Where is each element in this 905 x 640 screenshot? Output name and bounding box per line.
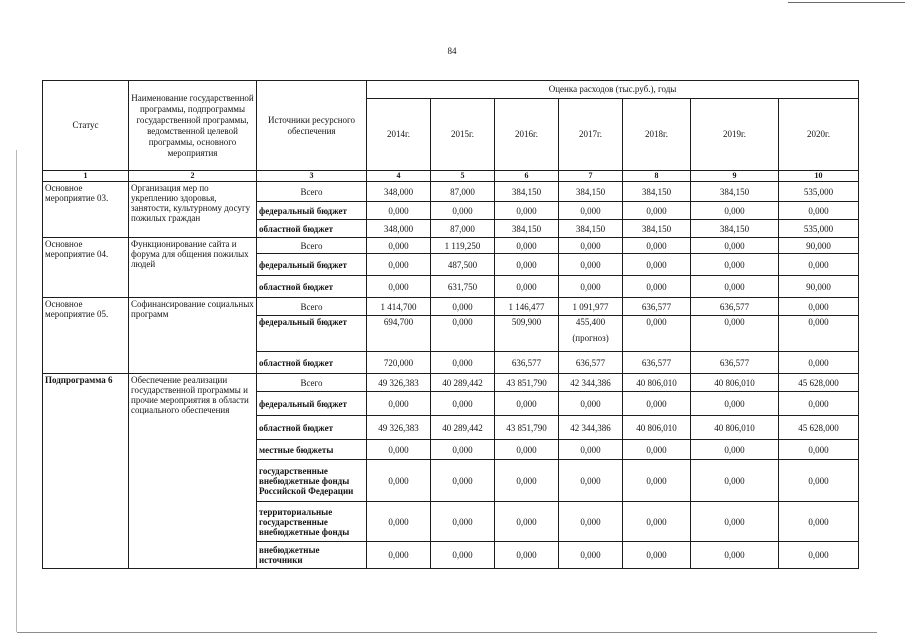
table-body bbox=[43, 182, 859, 569]
value-amount: 0,000 bbox=[808, 516, 829, 527]
value-amount: 0,000 bbox=[646, 444, 667, 455]
funding-source-cell: Всего bbox=[257, 374, 367, 392]
value-amount: 1 146,477 bbox=[508, 301, 545, 312]
value-amount: 0,000 bbox=[452, 357, 473, 368]
value-cell bbox=[623, 502, 691, 542]
column-number: 7 bbox=[559, 171, 623, 182]
header-year: 2015г. bbox=[431, 99, 495, 171]
value-amount: 43 851,790 bbox=[506, 422, 547, 433]
value-cell bbox=[495, 374, 559, 392]
value-amount: 0,000 bbox=[724, 317, 745, 327]
value-amount: 0,000 bbox=[452, 205, 473, 216]
value-cell bbox=[367, 238, 431, 254]
value-cell bbox=[559, 316, 623, 352]
value-cell bbox=[495, 416, 559, 440]
value-cell bbox=[367, 416, 431, 440]
value-cell bbox=[779, 542, 859, 569]
column-number: 10 bbox=[779, 171, 859, 182]
value-cell bbox=[691, 374, 779, 392]
value-cell bbox=[691, 220, 779, 238]
value-cell bbox=[623, 316, 691, 352]
value-amount: 0,000 bbox=[808, 205, 829, 216]
value-amount: 636,577 bbox=[641, 357, 672, 368]
value-amount: 636,577 bbox=[575, 357, 606, 368]
value-amount: 694,700 bbox=[383, 317, 414, 327]
value-cell bbox=[495, 202, 559, 220]
value-cell bbox=[495, 254, 559, 276]
value-amount: 0,000 bbox=[388, 281, 409, 292]
value-cell bbox=[495, 238, 559, 254]
value-amount: 0,000 bbox=[646, 205, 667, 216]
value-cell bbox=[691, 542, 779, 569]
table-row bbox=[43, 298, 859, 316]
status-cell: Подпрограмма 6 bbox=[43, 374, 129, 569]
value-amount: 636,577 bbox=[511, 357, 542, 368]
value-amount: 0,000 bbox=[516, 550, 537, 560]
value-amount: 631,750 bbox=[447, 281, 478, 292]
funding-source-cell: Всего bbox=[257, 182, 367, 202]
value-amount: 40 289,442 bbox=[442, 377, 483, 388]
header-year: 2017г. bbox=[559, 99, 623, 171]
value-cell bbox=[431, 460, 495, 502]
value-amount: 348,000 bbox=[383, 186, 414, 197]
value-amount: 0,000 bbox=[388, 398, 409, 409]
value-amount: 0,000 bbox=[724, 444, 745, 455]
value-note: (прогноз) bbox=[572, 333, 609, 343]
funding-source-cell: областной бюджет bbox=[257, 276, 367, 298]
value-cell bbox=[367, 392, 431, 416]
value-amount: 40 806,010 bbox=[714, 422, 755, 433]
value-amount: 0,000 bbox=[388, 516, 409, 527]
value-amount: 0,000 bbox=[580, 475, 601, 486]
value-amount: 90,000 bbox=[806, 281, 831, 292]
value-amount: 0,000 bbox=[580, 240, 601, 251]
value-cell bbox=[559, 352, 623, 374]
value-cell bbox=[431, 416, 495, 440]
value-amount: 0,000 bbox=[646, 516, 667, 527]
value-amount: 1 119,250 bbox=[444, 240, 481, 251]
value-cell bbox=[779, 316, 859, 352]
value-amount: 0,000 bbox=[808, 550, 829, 560]
header-status: Статус bbox=[43, 81, 129, 171]
value-cell bbox=[495, 460, 559, 502]
value-amount: 0,000 bbox=[724, 240, 745, 251]
value-cell bbox=[623, 220, 691, 238]
value-amount: 0,000 bbox=[516, 444, 537, 455]
value-amount: 384,150 bbox=[575, 186, 606, 197]
funding-source-cell: областной бюджет bbox=[257, 416, 367, 440]
value-amount: 0,000 bbox=[452, 550, 473, 560]
value-amount: 720,000 bbox=[383, 357, 414, 368]
value-cell bbox=[367, 460, 431, 502]
budget-table bbox=[42, 80, 859, 569]
value-cell bbox=[367, 254, 431, 276]
value-cell bbox=[779, 352, 859, 374]
value-amount: 384,150 bbox=[641, 223, 672, 234]
value-amount: 0,000 bbox=[580, 259, 601, 270]
value-cell bbox=[779, 238, 859, 254]
value-amount: 535,000 bbox=[803, 186, 834, 197]
value-cell bbox=[367, 316, 431, 352]
program-name-cell: Обеспечение реализации государственной программы и прочие мероприятия в области социального обеспечения bbox=[129, 374, 257, 569]
scan-edge-line bbox=[16, 150, 17, 632]
value-cell bbox=[431, 542, 495, 569]
column-number: 5 bbox=[431, 171, 495, 182]
value-amount: 535,000 bbox=[803, 223, 834, 234]
column-number: 6 bbox=[495, 171, 559, 182]
value-cell bbox=[367, 374, 431, 392]
value-amount: 0,000 bbox=[808, 259, 829, 270]
value-cell bbox=[367, 542, 431, 569]
value-cell bbox=[495, 276, 559, 298]
value-amount: 0,000 bbox=[388, 475, 409, 486]
value-cell bbox=[431, 440, 495, 460]
value-amount: 49 326,383 bbox=[378, 422, 419, 433]
funding-source-cell: областной бюджет bbox=[257, 352, 367, 374]
value-cell bbox=[431, 220, 495, 238]
value-cell bbox=[691, 202, 779, 220]
value-amount: 40 806,010 bbox=[714, 377, 755, 388]
value-cell bbox=[691, 502, 779, 542]
funding-source-cell: государственные внебюджетные фонды Российской Федерации bbox=[257, 460, 367, 502]
value-cell bbox=[559, 392, 623, 416]
value-cell bbox=[691, 460, 779, 502]
value-amount: 87,000 bbox=[450, 223, 475, 234]
value-cell bbox=[495, 542, 559, 569]
value-amount: 0,000 bbox=[646, 240, 667, 251]
value-amount: 0,000 bbox=[580, 444, 601, 455]
value-amount: 0,000 bbox=[646, 550, 667, 560]
value-cell bbox=[779, 298, 859, 316]
header-program-name: Наименование государственной программы, подпрограммы государственной программы, ведомственной целевой программы, основного мероприятия bbox=[129, 81, 257, 171]
value-cell bbox=[367, 352, 431, 374]
value-cell bbox=[431, 238, 495, 254]
value-cell bbox=[431, 392, 495, 416]
value-cell bbox=[779, 202, 859, 220]
funding-source-cell: внебюджетные источники bbox=[257, 542, 367, 569]
value-cell bbox=[495, 352, 559, 374]
column-number: 1 bbox=[43, 171, 129, 182]
value-amount: 0,000 bbox=[808, 317, 829, 327]
value-cell bbox=[623, 298, 691, 316]
column-number: 3 bbox=[257, 171, 367, 182]
value-amount: 1 414,700 bbox=[380, 301, 417, 312]
value-cell bbox=[691, 392, 779, 416]
value-amount: 0,000 bbox=[580, 281, 601, 292]
value-cell bbox=[367, 298, 431, 316]
value-amount: 636,577 bbox=[719, 301, 750, 312]
value-amount: 0,000 bbox=[646, 475, 667, 486]
value-amount: 0,000 bbox=[808, 357, 829, 368]
funding-source-cell: федеральный бюджет bbox=[257, 202, 367, 220]
value-amount: 384,150 bbox=[641, 186, 672, 197]
value-amount: 0,000 bbox=[724, 281, 745, 292]
value-amount: 487,500 bbox=[447, 259, 478, 270]
value-cell bbox=[559, 220, 623, 238]
value-amount: 384,150 bbox=[511, 223, 542, 234]
header-sources: Источники ресурсного обеспечения bbox=[257, 81, 367, 171]
value-cell bbox=[559, 276, 623, 298]
funding-source-cell: областной бюджет bbox=[257, 220, 367, 238]
table-header bbox=[43, 81, 859, 182]
column-number: 8 bbox=[623, 171, 691, 182]
page-number: 84 bbox=[447, 46, 457, 56]
value-amount: 384,150 bbox=[719, 186, 750, 197]
column-number: 9 bbox=[691, 171, 779, 182]
value-amount: 42 344,386 bbox=[570, 377, 611, 388]
value-cell bbox=[559, 440, 623, 460]
column-number: 2 bbox=[129, 171, 257, 182]
scan-edge-line bbox=[788, 2, 905, 3]
funding-source-cell: федеральный бюджет bbox=[257, 316, 367, 352]
column-number: 4 bbox=[367, 171, 431, 182]
value-amount: 0,000 bbox=[516, 281, 537, 292]
funding-source-cell: Всего bbox=[257, 298, 367, 316]
value-amount: 0,000 bbox=[516, 259, 537, 270]
value-cell bbox=[431, 502, 495, 542]
program-name-cell: Софинансирование социальных программ bbox=[129, 298, 257, 374]
value-amount: 0,000 bbox=[646, 281, 667, 292]
value-cell bbox=[559, 182, 623, 202]
value-amount: 0,000 bbox=[580, 205, 601, 216]
value-cell bbox=[691, 352, 779, 374]
value-amount: 0,000 bbox=[808, 444, 829, 455]
value-cell bbox=[559, 374, 623, 392]
value-cell bbox=[431, 276, 495, 298]
value-amount: 45 628,000 bbox=[798, 422, 839, 433]
header-year: 2019г. bbox=[691, 99, 779, 171]
value-amount: 42 344,386 bbox=[570, 422, 611, 433]
value-amount: 40 806,010 bbox=[636, 422, 677, 433]
value-cell bbox=[623, 416, 691, 440]
value-amount: 0,000 bbox=[452, 301, 473, 312]
funding-source-cell: территориальные государственные внебюджетные фонды bbox=[257, 502, 367, 542]
value-amount: 0,000 bbox=[580, 550, 601, 560]
value-amount: 0,000 bbox=[724, 398, 745, 409]
value-cell bbox=[779, 416, 859, 440]
value-amount: 0,000 bbox=[452, 516, 473, 527]
value-cell bbox=[495, 182, 559, 202]
value-cell bbox=[779, 182, 859, 202]
value-amount: 0,000 bbox=[452, 475, 473, 486]
value-cell bbox=[559, 254, 623, 276]
value-amount: 0,000 bbox=[388, 205, 409, 216]
value-cell bbox=[623, 254, 691, 276]
status-cell: Основное мероприятие 04. bbox=[43, 238, 129, 298]
value-amount: 0,000 bbox=[388, 259, 409, 270]
value-amount: 0,000 bbox=[452, 317, 473, 327]
value-cell bbox=[367, 276, 431, 298]
value-amount: 0,000 bbox=[808, 475, 829, 486]
value-cell bbox=[367, 502, 431, 542]
value-amount: 348,000 bbox=[383, 223, 414, 234]
value-cell bbox=[779, 220, 859, 238]
value-cell bbox=[623, 542, 691, 569]
value-amount: 0,000 bbox=[388, 550, 409, 560]
table-row bbox=[43, 182, 859, 202]
value-amount: 384,150 bbox=[719, 223, 750, 234]
header-year: 2014г. bbox=[367, 99, 431, 171]
value-cell bbox=[495, 502, 559, 542]
value-amount: 49 326,383 bbox=[378, 377, 419, 388]
value-cell bbox=[623, 460, 691, 502]
funding-source-cell: Всего bbox=[257, 238, 367, 254]
value-amount: 636,577 bbox=[641, 301, 672, 312]
status-cell: Основное мероприятие 03. bbox=[43, 182, 129, 238]
value-amount: 384,150 bbox=[511, 186, 542, 197]
value-amount: 0,000 bbox=[452, 444, 473, 455]
value-cell bbox=[495, 220, 559, 238]
header-row bbox=[43, 81, 859, 99]
value-amount: 0,000 bbox=[580, 398, 601, 409]
value-cell bbox=[431, 202, 495, 220]
value-cell bbox=[559, 238, 623, 254]
table-row bbox=[43, 238, 859, 254]
header-expense-estimate: Оценка расходов (тыс.руб.), годы bbox=[367, 81, 859, 99]
value-cell bbox=[623, 182, 691, 202]
value-amount: 0,000 bbox=[452, 398, 473, 409]
value-amount: 0,000 bbox=[808, 301, 829, 312]
funding-source-cell: местные бюджеты bbox=[257, 440, 367, 460]
value-cell bbox=[559, 542, 623, 569]
funding-source-cell: федеральный бюджет bbox=[257, 392, 367, 416]
value-cell bbox=[495, 392, 559, 416]
value-cell bbox=[623, 202, 691, 220]
value-cell bbox=[691, 182, 779, 202]
value-cell bbox=[779, 374, 859, 392]
value-cell bbox=[623, 276, 691, 298]
value-amount: 90,000 bbox=[806, 240, 831, 251]
header-year: 2018г. bbox=[623, 99, 691, 171]
value-cell bbox=[367, 440, 431, 460]
value-cell bbox=[431, 182, 495, 202]
value-cell bbox=[367, 220, 431, 238]
value-amount: 509,900 bbox=[511, 317, 542, 327]
value-cell bbox=[431, 254, 495, 276]
program-name-cell: Функционирование сайта и форума для общения пожилых людей bbox=[129, 238, 257, 298]
scan-edge-line bbox=[17, 632, 877, 633]
header-year: 2016г. bbox=[495, 99, 559, 171]
value-cell bbox=[691, 298, 779, 316]
value-cell bbox=[691, 276, 779, 298]
value-cell bbox=[495, 298, 559, 316]
status-cell: Основное мероприятие 05. bbox=[43, 298, 129, 374]
value-cell bbox=[623, 440, 691, 460]
value-cell bbox=[623, 392, 691, 416]
value-amount: 0,000 bbox=[646, 317, 667, 327]
value-amount: 0,000 bbox=[516, 475, 537, 486]
value-cell bbox=[779, 440, 859, 460]
value-cell bbox=[779, 276, 859, 298]
value-cell bbox=[691, 440, 779, 460]
value-amount: 43 851,790 bbox=[506, 377, 547, 388]
value-cell bbox=[779, 254, 859, 276]
value-amount: 0,000 bbox=[516, 398, 537, 409]
value-amount: 0,000 bbox=[724, 475, 745, 486]
value-amount: 0,000 bbox=[388, 444, 409, 455]
value-amount: 40 289,442 bbox=[442, 422, 483, 433]
value-cell bbox=[559, 202, 623, 220]
value-amount: 0,000 bbox=[580, 516, 601, 527]
value-cell bbox=[367, 182, 431, 202]
header-year: 2020г. bbox=[779, 99, 859, 171]
value-cell bbox=[431, 298, 495, 316]
value-cell bbox=[691, 254, 779, 276]
value-amount: 1 091,977 bbox=[572, 301, 609, 312]
value-amount: 0,000 bbox=[724, 205, 745, 216]
value-amount: 0,000 bbox=[516, 240, 537, 251]
value-cell bbox=[367, 202, 431, 220]
value-amount: 0,000 bbox=[724, 550, 745, 560]
value-cell bbox=[691, 316, 779, 352]
value-amount: 87,000 bbox=[450, 186, 475, 197]
value-cell bbox=[623, 238, 691, 254]
value-cell bbox=[623, 374, 691, 392]
value-amount: 636,577 bbox=[719, 357, 750, 368]
value-cell bbox=[431, 374, 495, 392]
value-amount: 0,000 bbox=[646, 398, 667, 409]
value-amount: 0,000 bbox=[724, 259, 745, 270]
column-number-row bbox=[43, 171, 859, 182]
value-cell bbox=[691, 416, 779, 440]
value-amount: 0,000 bbox=[388, 240, 409, 251]
value-cell bbox=[559, 416, 623, 440]
value-cell bbox=[431, 352, 495, 374]
value-cell bbox=[431, 316, 495, 352]
value-cell bbox=[779, 502, 859, 542]
value-cell bbox=[559, 460, 623, 502]
value-amount: 0,000 bbox=[646, 259, 667, 270]
value-amount: 0,000 bbox=[808, 398, 829, 409]
value-cell bbox=[623, 352, 691, 374]
value-cell bbox=[495, 316, 559, 352]
value-cell bbox=[559, 298, 623, 316]
value-amount: 0,000 bbox=[724, 516, 745, 527]
value-cell bbox=[495, 440, 559, 460]
value-amount: 455,400 bbox=[575, 317, 606, 327]
funding-source-cell: федеральный бюджет bbox=[257, 254, 367, 276]
table-row bbox=[43, 374, 859, 392]
value-amount: 384,150 bbox=[575, 223, 606, 234]
value-amount: 45 628,000 bbox=[798, 377, 839, 388]
value-amount: 0,000 bbox=[516, 205, 537, 216]
value-amount: 40 806,010 bbox=[636, 377, 677, 388]
value-amount: 0,000 bbox=[516, 516, 537, 527]
value-cell bbox=[559, 502, 623, 542]
program-name-cell: Организация мер по укреплению здоровья, занятости, культурному досугу пожилых граждан bbox=[129, 182, 257, 238]
value-cell bbox=[691, 238, 779, 254]
value-cell bbox=[779, 392, 859, 416]
value-cell bbox=[779, 460, 859, 502]
